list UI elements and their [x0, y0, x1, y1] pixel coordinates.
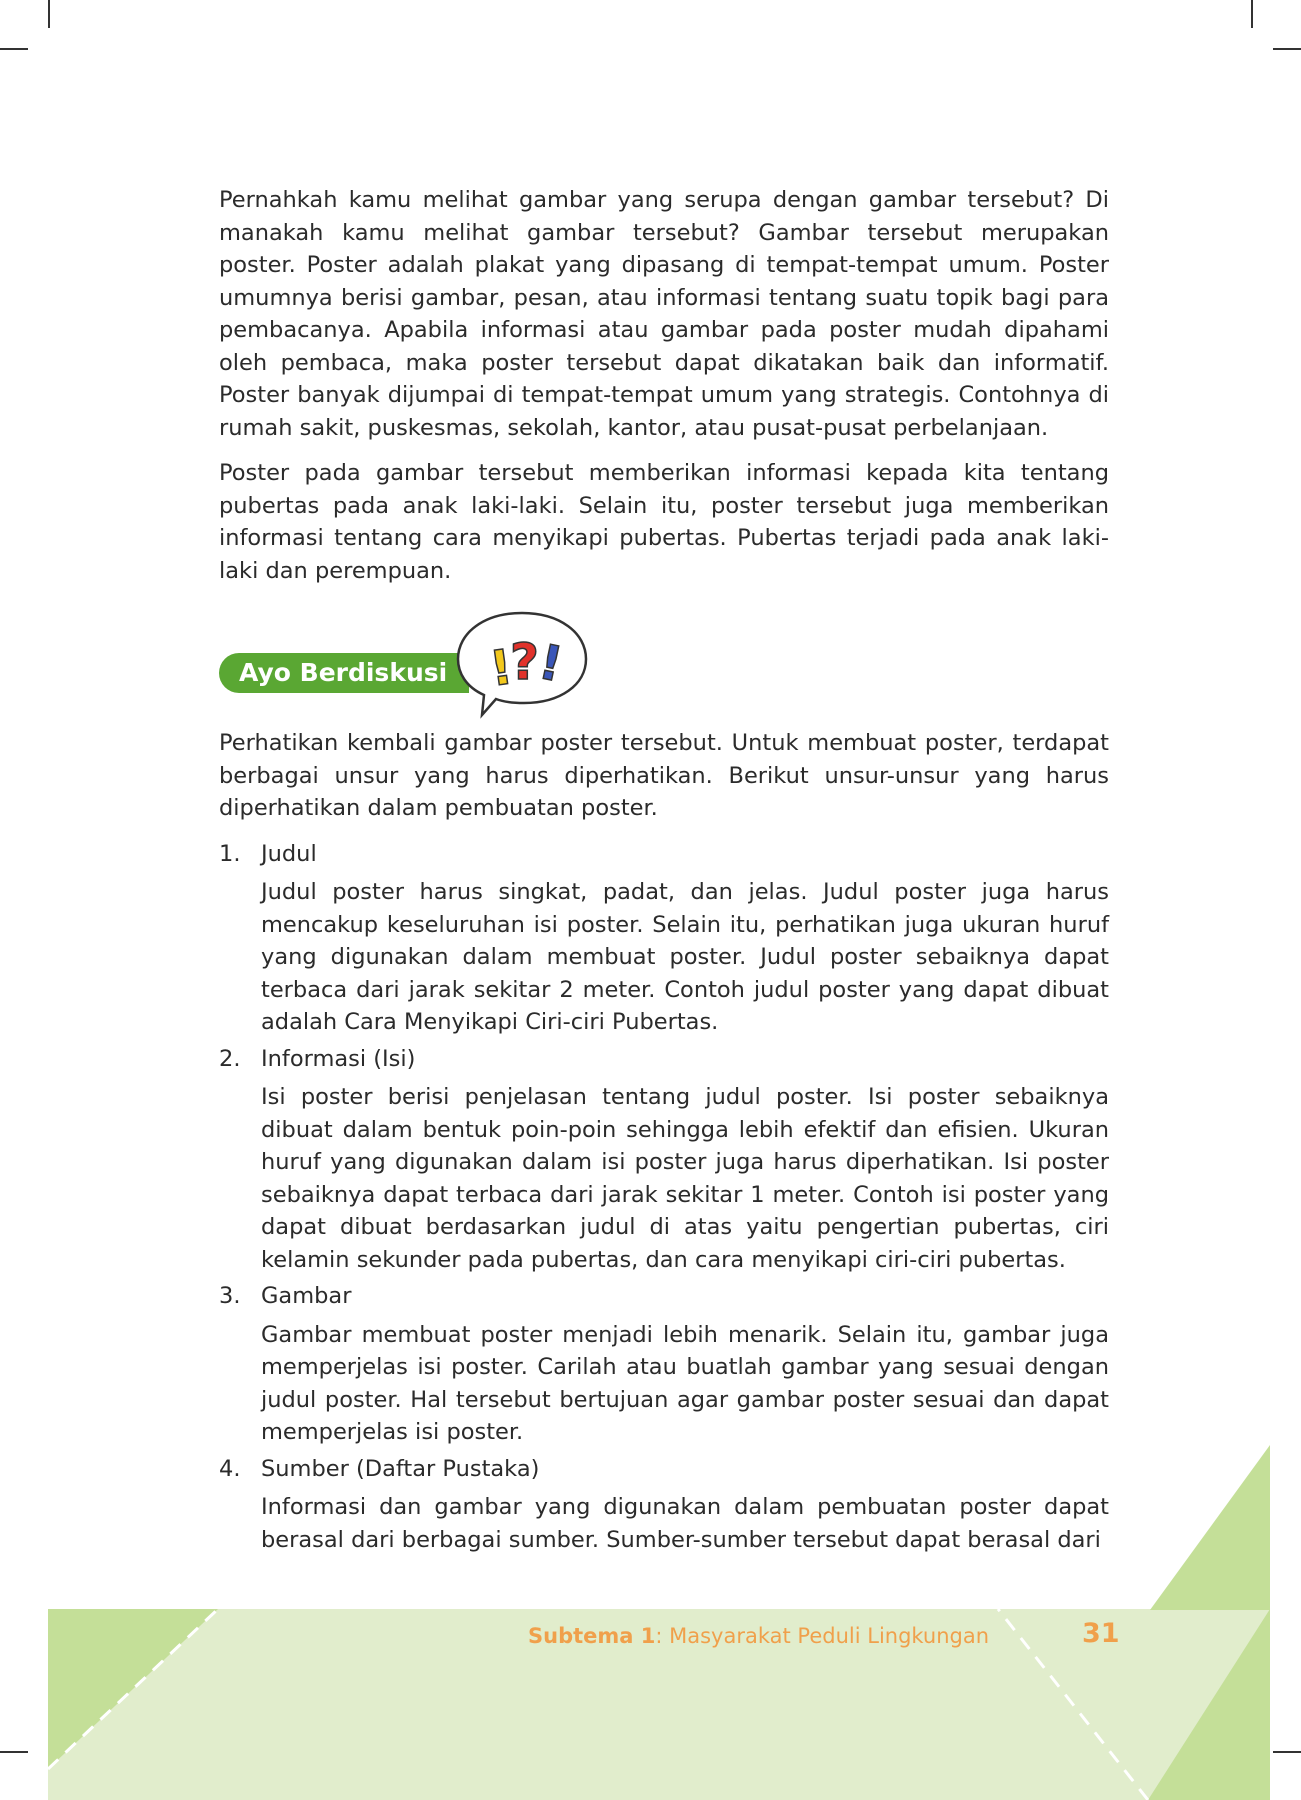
page-content	[219, 184, 1109, 1560]
item-description: Judul poster harus singkat, padat, dan jelas. Judul poster juga harus mencakup keseluruhan isi poster. Selain itu, perhatikan juga ukuran huruf yang digunakan dalam membuat poster. Judul poster sebaiknya dapat terbaca dari jarak sekitar 2 meter. Contoh judul poster yang dapat dibuat adalah Cara Menyikapi Ciri-ciri Pubertas.	[261, 879, 1109, 1035]
crop-mark	[1251, 0, 1253, 28]
crop-mark	[1273, 48, 1301, 50]
item-title: Judul	[261, 840, 317, 867]
list-item	[219, 1453, 1109, 1557]
list-item	[219, 838, 1109, 1039]
crop-mark	[0, 1751, 28, 1753]
speech-bubble-icon	[452, 607, 592, 719]
paragraph-poster-intro: Pernahkah kamu melihat gambar yang serupa dengan gambar tersebut? Di manakah kamu melihat gambar tersebut? Gambar tersebut merupakan poster. Poster adalah plakat yang dipasang di tempat-tempat umum. Poster umumnya berisi gambar, pesan, atau informasi tentang suatu topik bagi para pembacanya. Apabila informasi atau gambar pada poster mudah dipahami oleh pembaca, maka poster tersebut dapat dikatakan baik dan informatif. Poster banyak dijumpai di tempat-tempat umum yang strategis. Contohnya di rumah sakit, puskesmas, sekolah, kantor, atau pusat-pusat perbelanjaan.	[219, 187, 1109, 441]
corner-triangle	[1150, 1445, 1270, 1610]
item-number: 2.	[219, 1045, 241, 1072]
question-red-icon: ?	[510, 633, 540, 691]
list-item	[219, 1043, 1109, 1277]
item-title: Sumber (Daftar Pustaka)	[261, 1455, 540, 1482]
paragraph-poster-puberty: Poster pada gambar tersebut memberikan informasi kepada kita tentang pubertas pada anak laki-laki. Selain itu, poster tersebut juga memberikan informasi tentang cara menyikapi pubertas. Pubertas terjadi pada anak laki-laki dan perempuan.	[219, 460, 1109, 584]
list-item	[219, 1280, 1109, 1449]
paragraph-discussion-intro: Perhatikan kembali gambar poster tersebut. Untuk membuat poster, terdapat berbagai unsur yang harus diperhatikan. Berikut unsur-unsur yang harus diperhatikan dalam pembuatan poster.	[219, 730, 1109, 821]
crop-mark	[0, 48, 28, 50]
item-description: Gambar membuat poster menjadi lebih menarik. Selain itu, gambar juga memperjelas isi poster. Carilah atau buatlah gambar yang sesuai dengan judul poster. Hal tersebut bertujuan agar gambar poster sesuai dan dapat memperjelas isi poster.	[261, 1321, 1109, 1445]
item-number: 1.	[219, 840, 241, 867]
exclaim-yellow-icon: !	[486, 639, 516, 698]
crop-mark	[48, 0, 50, 28]
footer-subtheme	[528, 1624, 989, 1648]
crop-mark	[1273, 1751, 1301, 1753]
page-number: 31	[1082, 1618, 1120, 1649]
ayo-berdiskusi-badge: Ayo Berdiskusi	[219, 653, 469, 693]
item-title: Gambar	[261, 1283, 352, 1309]
exclaim-blue-icon: !	[534, 633, 568, 694]
item-number: 4.	[219, 1455, 241, 1482]
subtheme-label: Subtema 1	[528, 1624, 656, 1648]
poster-elements-list	[219, 838, 1109, 1557]
item-title: Informasi (Isi)	[261, 1045, 416, 1072]
subtheme-separator: :	[655, 1624, 663, 1648]
item-description: Informasi dan gambar yang digunakan dalam pembuatan poster dapat berasal dari berbagai sumber. Sumber-sumber tersebut dapat berasal dari	[261, 1494, 1109, 1553]
item-description: Isi poster berisi penjelasan tentang judul poster. Isi poster sebaiknya dibuat dalam bentuk poin-poin sehingga lebih efektif dan efisien. Ukuran huruf yang digunakan dalam isi poster juga harus diperhatikan. Isi poster sebaiknya dapat terbaca dari jarak sekitar 1 meter. Contoh isi poster yang dapat dibuat berdasarkan judul di atas yaitu pengertian pubertas, ciri kelamin sekunder pada pubertas, dan cara menyikapi ciri-ciri pubertas.	[261, 1084, 1109, 1273]
subtheme-title: Masyarakat Peduli Lingkungan	[662, 1624, 990, 1648]
item-number: 3.	[219, 1283, 241, 1309]
section-header	[219, 607, 1109, 727]
